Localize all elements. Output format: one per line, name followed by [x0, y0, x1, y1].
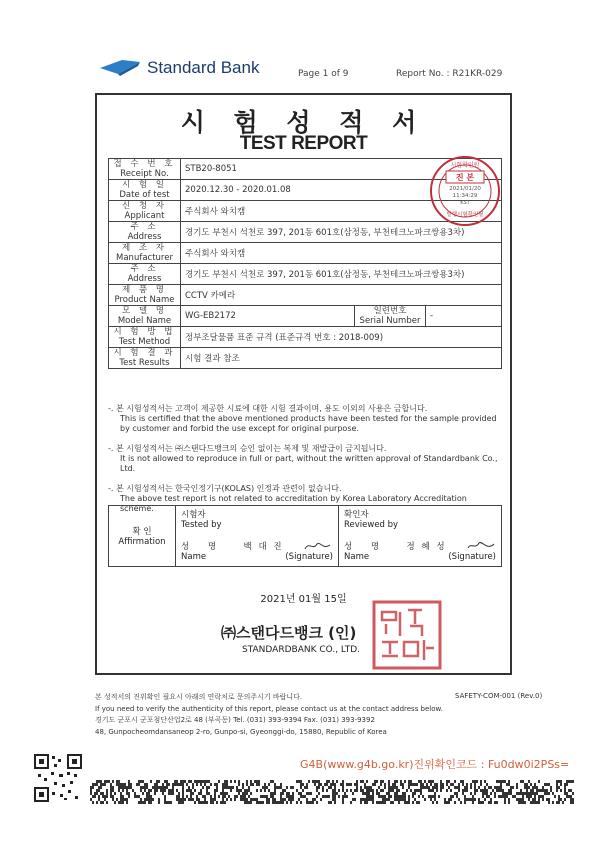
svg-text:진 본: 진 본: [455, 173, 475, 182]
company-logo-text: Standard Bank: [147, 58, 260, 77]
reviewer-name: 정 혜 성: [406, 542, 447, 552]
address1-label: 주 소 Address: [109, 222, 181, 243]
affirmation-label: 확 인 Affirmation: [109, 506, 176, 567]
address2-label: 주 소 Address: [109, 264, 181, 285]
footer-contact: 본 성적서의 진위확인 필요시 아래의 연락처로 문의주시기 바랍니다. If you need to verify the authenticity of this report, please contact us at the contact address below. 경기도 군포시 군포첨단산업2로 48 (부곡동) Tel. (031) 393-9394 Fax. (031) 393-9392 48, Gunpocheomdansaneop 2-ro, Gunpo-si, Gyeonggi-do, 15880, Republic of Korea: [95, 693, 443, 736]
verification-code: G4B(www.g4b.go.kr)진위확인코드 : Fu0dw0i2PSs=: [300, 758, 570, 771]
tester-title-en: Tested by: [181, 520, 222, 530]
results-value: 시험 결과 참조: [181, 348, 502, 369]
method-row: [109, 327, 502, 348]
date-label: 시 험 일 Date of test: [109, 180, 181, 201]
reviewer-signature-icon: [466, 540, 496, 552]
report-number: Report No. : R21KR-029: [396, 69, 503, 79]
applicant-label: 신 청 자 Applicant: [109, 201, 181, 222]
title-english: TEST REPORT: [239, 133, 368, 154]
address2-row: [109, 264, 502, 285]
applicant-value: 주식회사 와치캠: [181, 201, 502, 222]
product-row: [109, 285, 502, 306]
svg-text:시험확인원: 시험확인원: [450, 162, 480, 169]
model-value: WG-EB2172: [181, 306, 355, 327]
standard-bank-logo-mark-icon: [98, 58, 142, 78]
tester-name: 백 대 진: [243, 542, 284, 552]
method-label: 시 험 방 법 Test Method: [109, 327, 181, 348]
serial-label: 일련번호 Serial Number: [355, 306, 426, 327]
note-1: -. 본 시험성적서는 고객이 제공한 시료에 대한 시험 결과이며, 용도 이외의 사용은 금합니다. This is certified that the above mentioned products have been tested for the sample provided by customer and forbid the use except for original purpose.: [108, 404, 497, 433]
note-2: -. 본 시험성적서는 ㈜스탠다드뱅크의 승인 없이는 복제 및 재발급이 금지됩니다. It is not allowed to reproduce in full or part, without the written approval of Standardbank Co., Ltd.: [108, 444, 498, 473]
product-value: CCTV 카메라: [181, 285, 502, 306]
receipt-value: STB20-8051: [181, 159, 502, 180]
tester-cell: 시험자 Tested by 성 명 백 대 진 Name (Signature): [176, 506, 339, 567]
affirmation-table: [108, 505, 502, 567]
results-row: [109, 348, 502, 369]
reviewer-title-en: Reviewed by: [344, 520, 399, 530]
serial-value: -: [426, 306, 502, 327]
tester-signature-icon: [303, 540, 333, 552]
model-row: [109, 306, 502, 327]
svg-text:KST: KST: [460, 200, 470, 206]
date-value: 2020.12.30 - 2020.01.08: [181, 180, 502, 201]
results-label: 시 험 결 과 Test Results: [109, 348, 181, 369]
company-seal-icon: [370, 598, 444, 672]
reviewer-title-ko: 확인자: [344, 510, 369, 520]
certified-copy-stamp-icon: [428, 154, 502, 228]
svg-text:발행시험확인필: 발행시험확인필: [446, 212, 484, 218]
svg-text:11:34:29: 11:34:29: [452, 193, 478, 199]
method-value: 정부조달물품 표준 규격 (표준규격 번호 : 2018-009): [181, 327, 502, 348]
page-indicator: Page 1 of 9: [298, 69, 349, 79]
title-korean: 시 험 성 적 서: [180, 108, 427, 137]
model-label: 모 델 명 Model Name: [109, 306, 181, 327]
manufacturer-value: 주식회사 와치캠: [181, 243, 502, 264]
manufacturer-row: [109, 243, 502, 264]
company-name-english: STANDARDBANK CO., LTD.: [242, 645, 360, 655]
address1-value: 경기도 부천시 석천로 397, 201동 601호(삼정동, 부천테크노파크쌍용3차): [181, 222, 502, 243]
qr-code-icon[interactable]: [34, 754, 82, 802]
note-3: -. 본 시험성적서는 한국인정기구(KOLAS) 인정과 관련이 없습니다. The above test report is not related to accreditation by Korea Laboratory Accreditation scheme.: [108, 484, 467, 513]
issue-date: 2021년 01월 15일: [260, 594, 347, 605]
document-code: SAFETY-COM-001 (Rev.0): [455, 692, 543, 700]
company-name-korean: ㈜스탠다드뱅크 (인): [221, 624, 357, 642]
reviewer-cell: 확인자 Reviewed by 성 명 정 혜 성 Name (Signature): [339, 506, 502, 567]
manufacturer-label: 제 조 자 Manufacturer: [109, 243, 181, 264]
tester-title-ko: 시험자: [181, 510, 206, 520]
receipt-label: 접 수 번 호 Receipt No.: [109, 159, 181, 180]
security-barcode-strip: [90, 780, 574, 804]
address2-value: 경기도 부천시 석천로 397, 201동 601호(삼정동, 부천테크노파크쌍용3차): [181, 264, 502, 285]
svg-text:2021/01/20: 2021/01/20: [449, 186, 481, 192]
product-label: 제 품 명 Product Name: [109, 285, 181, 306]
